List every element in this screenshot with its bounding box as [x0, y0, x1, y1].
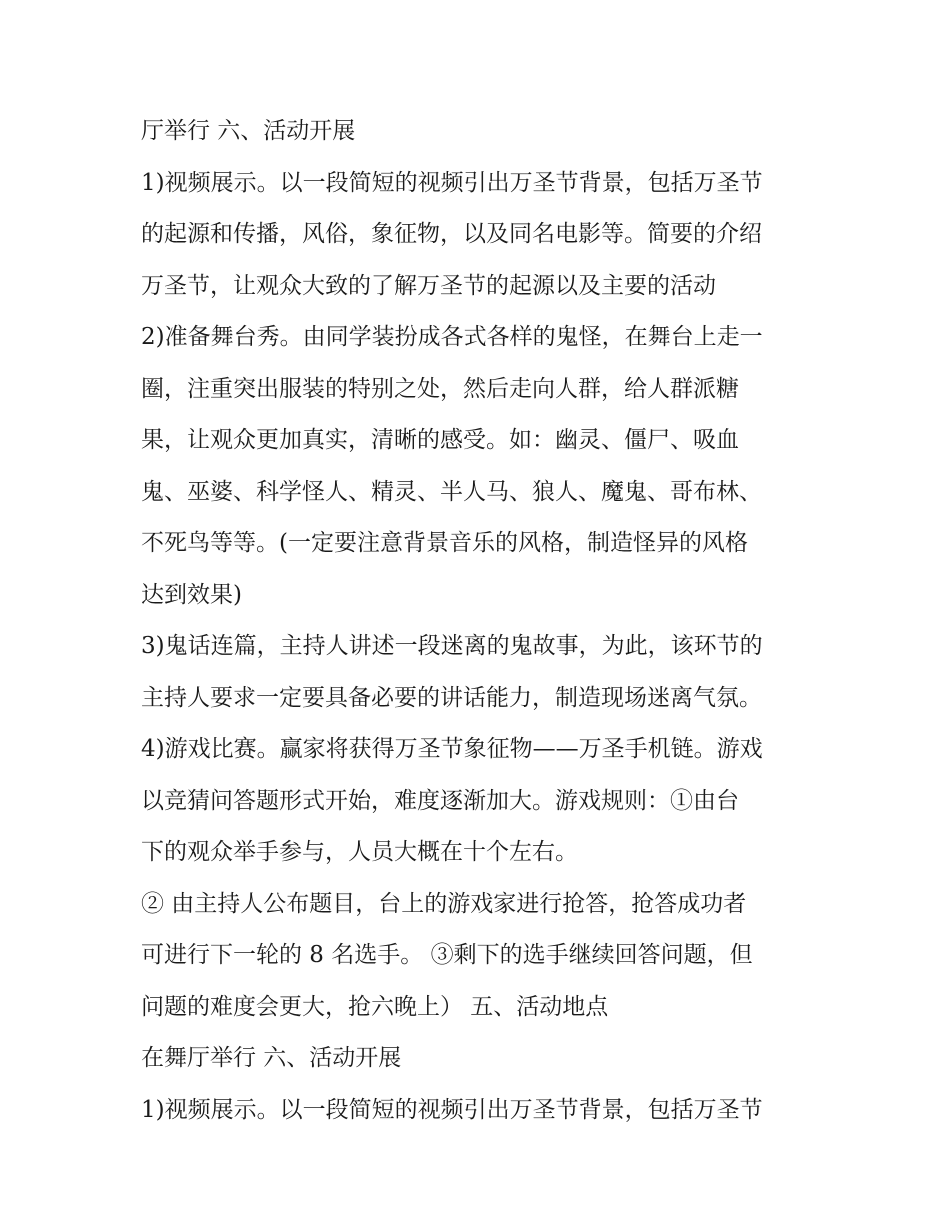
text-line: 1)视频展示。以一段简短的视频引出万圣节背景，包括万圣节: [141, 1096, 763, 1123]
text-line: 在舞厅举行 六、活动开展: [141, 1045, 402, 1071]
text-line: 4)游戏比赛。赢家将获得万圣节象征物——万圣手机链。游戏: [141, 736, 763, 762]
text-line: 3)鬼话连篇，主持人讲述一段迷离的鬼故事，为此，该环节的: [141, 633, 763, 659]
text-line: 果，让观众更加真实，清晰的感受。如：幽灵、僵尸、吸血: [141, 427, 739, 453]
text-line: 万圣节，让观众大致的了解万圣节的起源以及主要的活动: [141, 272, 716, 299]
text-line: 达到效果): [141, 581, 242, 608]
text-line: 以竞猜问答题形式开始，难度逐渐加大。游戏规则：①由台: [141, 787, 739, 814]
text-line: 问题的难度会更大，抢六晚上） 五、活动地点: [141, 993, 609, 1020]
text-line: 鬼、巫婆、科学怪人、精灵、半人马、狼人、魔鬼、哥布林、: [141, 478, 762, 505]
text-line: 圈，注重突出服装的特别之处，然后走向人群，给人群派糖: [141, 375, 739, 402]
text-line: ② 由主持人公布题目，台上的游戏家进行抢答，抢答成功者: [141, 890, 747, 917]
text-line: 2)准备舞台秀。由同学装扮成各式各样的鬼怪，在舞台上走一: [141, 324, 763, 350]
text-line: 下的观众举手参与，人员大概在十个左右。: [141, 839, 578, 865]
text-line: 1)视频展示。以一段简短的视频引出万圣节背景，包括万圣节: [141, 169, 763, 196]
text-line: 厅举行 六、活动开展: [141, 118, 356, 144]
text-line: 不死鸟等等。(一定要注意背景音乐的风格，制造怪异的风格: [141, 530, 748, 556]
text-line: 的起源和传播，风俗，象征物，以及同名电影等。简要的介绍: [141, 221, 762, 247]
text-line: 主持人要求一定要具备必要的讲话能力，制造现场迷离气氛。: [141, 684, 762, 711]
body-text: [141, 106, 841, 1136]
text-line: 可进行下一轮的 8 名选手。 ③剩下的选手继续回答问题，但: [141, 942, 753, 968]
